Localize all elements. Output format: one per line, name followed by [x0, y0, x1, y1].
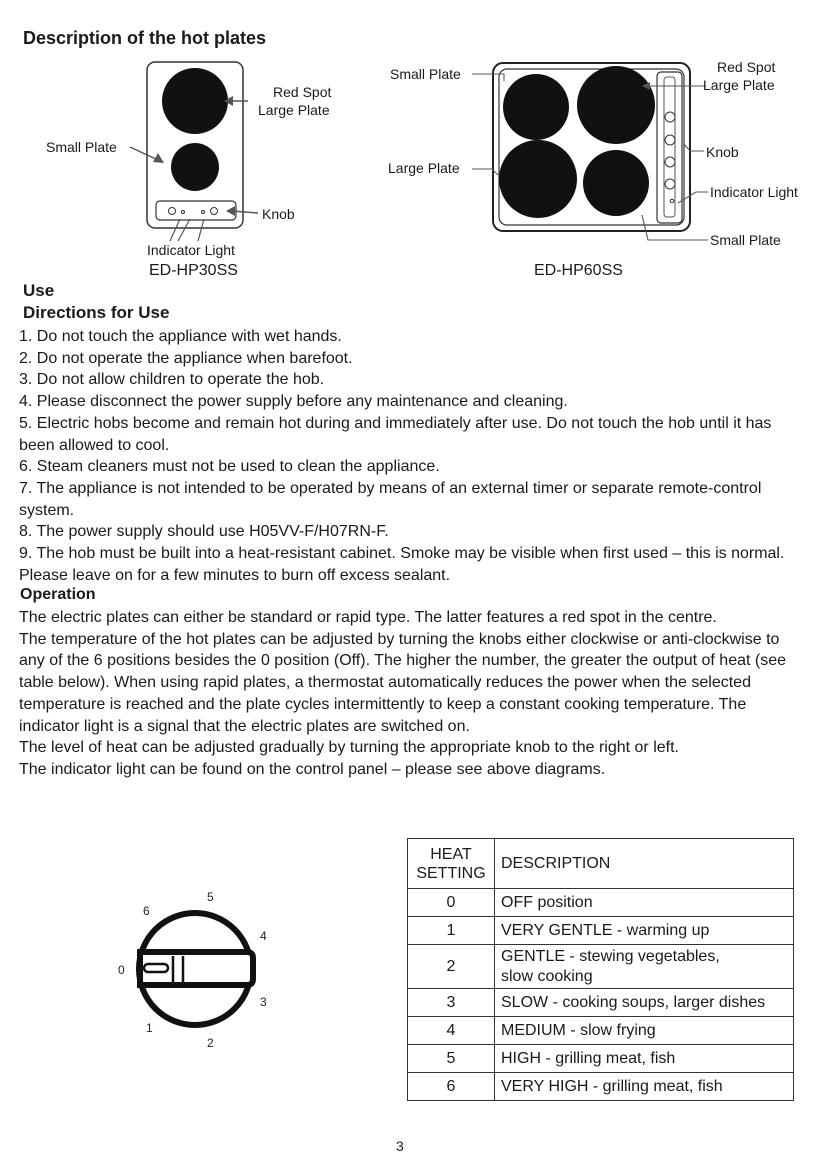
direction-item: 5. Electric hobs become and remain hot during and immediately after use. Do not touch the hob until it has been allowed to cool. [19, 414, 772, 454]
setting-cell: 6 [408, 1073, 495, 1101]
label-knob: Knob [706, 144, 739, 160]
knob-dial-diagram [100, 880, 290, 1060]
knob-icon [665, 112, 675, 122]
setting-cell: 5 [408, 1045, 495, 1073]
knob-number: 0 [118, 963, 125, 977]
direction-item: 7. The appliance is not intended to be operated by means of an external timer or separate remote-control system. [19, 479, 762, 519]
label-red-spot: Red Spot [717, 59, 776, 75]
direction-item: 6. Steam cleaners must not be used to clean the appliance. [19, 458, 440, 476]
label-large-plate: Large Plate [258, 102, 330, 118]
large-plate-circle [577, 66, 655, 144]
direction-item: 9. The hob must be built into a heat-resistant cabinet. Smoke may be visible when first used – this is normal. Please leave on for a few minutes to burn off excess sealant. [19, 545, 785, 584]
setting-cell: 0 [408, 889, 495, 917]
description-cell: MEDIUM - slow frying [495, 1017, 794, 1045]
direction-item: 1. Do not touch the appliance with wet hands. [19, 328, 342, 345]
description-cell [495, 945, 794, 989]
table-row [408, 1073, 794, 1101]
model-name-large: ED-HP60SS [534, 262, 623, 279]
knob-icon [665, 135, 675, 145]
knob-number: 3 [260, 995, 267, 1009]
heat-settings-table [407, 838, 794, 1101]
table-row [408, 1045, 794, 1073]
label-large-plate: Large Plate [703, 77, 775, 93]
operation-text [19, 607, 809, 781]
small-plate-circle [503, 74, 569, 140]
label-indicator-light: Indicator Light [147, 242, 235, 258]
heading-use: Use [23, 281, 55, 300]
directions-list [19, 326, 809, 586]
heading-directions: Directions for Use [23, 303, 170, 322]
label-large-plate-left: Large Plate [388, 160, 460, 176]
small-plate-circle [583, 150, 649, 216]
header-description: DESCRIPTION [495, 839, 794, 889]
heading-operation: Operation [20, 586, 96, 603]
header-heat: HEAT [430, 845, 472, 863]
operation-paragraph: The electric plates can either be standard or rapid type. The latter features a red spot in the centre. [19, 609, 717, 626]
label-small-plate-top: Small Plate [390, 66, 461, 82]
table-row [408, 989, 794, 1017]
table-row [408, 889, 794, 917]
table-row [408, 945, 794, 989]
page-number: 3 [396, 1138, 404, 1154]
knob-number: 2 [207, 1036, 214, 1050]
control-panel [156, 201, 236, 220]
knob-number: 1 [146, 1021, 153, 1035]
knob-icon [665, 179, 675, 189]
description-cell: SLOW - cooking soups, larger dishes [495, 989, 794, 1017]
label-red-spot: Red Spot [273, 84, 332, 100]
header-heat-setting [408, 839, 495, 889]
large-plate-circle [499, 140, 577, 218]
operation-paragraph: The level of heat can be adjusted gradually by turning the appropriate knob to the right or left. [19, 739, 679, 757]
label-knob: Knob [262, 206, 295, 222]
direction-item: 2. Do not operate the appliance when barefoot. [19, 349, 353, 367]
knob-pointer [144, 964, 168, 972]
table-row [408, 917, 794, 945]
setting-cell: 1 [408, 917, 495, 945]
label-small-plate-bottom: Small Plate [710, 232, 781, 248]
knob-icon [665, 157, 675, 167]
description-cell: VERY HIGH - grilling meat, fish [495, 1073, 794, 1101]
table-header-row [408, 839, 794, 889]
setting-cell: 3 [408, 989, 495, 1017]
model-name-small: ED-HP30SS [149, 262, 238, 279]
description-cell: VERY GENTLE - warming up [495, 917, 794, 945]
knob-number: 6 [143, 904, 150, 918]
operation-paragraph: The indicator light can be found on the control panel – please see above diagrams. [19, 760, 606, 778]
setting-cell: 2 [408, 945, 495, 989]
knob-number: 5 [207, 890, 214, 904]
header-setting: SETTING [416, 864, 486, 882]
description-line: GENTLE - stewing vegetables, [501, 947, 720, 965]
table-row [408, 1017, 794, 1045]
control-panel [657, 72, 682, 223]
description-line: slow cooking [501, 967, 593, 985]
setting-cell: 4 [408, 1017, 495, 1045]
direction-item: 3. Do not allow children to operate the hob. [19, 371, 325, 389]
large-plate-circle [162, 68, 228, 134]
label-indicator-light: Indicator Light [710, 184, 798, 200]
small-plate-circle [171, 143, 219, 191]
description-cell: OFF position [495, 889, 794, 917]
knob-number: 4 [260, 929, 267, 943]
description-cell: HIGH - grilling meat, fish [495, 1045, 794, 1073]
page-title: Description of the hot plates [23, 28, 267, 48]
label-small-plate: Small Plate [46, 139, 117, 155]
operation-paragraph: The temperature of the hot plates can be adjusted by turning the knobs either clockwise or anti-clockwise to any of the 6 positions besides the 0 position (Off). The higher the number, the greater the output of heat (see table below). When using rapid plates, a thermostat automatically reduces the power when the selected temperature is reached and the plate cycles intermittently to keep a constant cooking temperature. The indicator light is a signal that the electric plates are switched on. [19, 630, 787, 735]
direction-item: 4. Please disconnect the power supply before any maintenance and cleaning. [19, 393, 568, 411]
direction-item: 8. The power supply should use H05VV-F/H07RN-F. [19, 523, 389, 541]
